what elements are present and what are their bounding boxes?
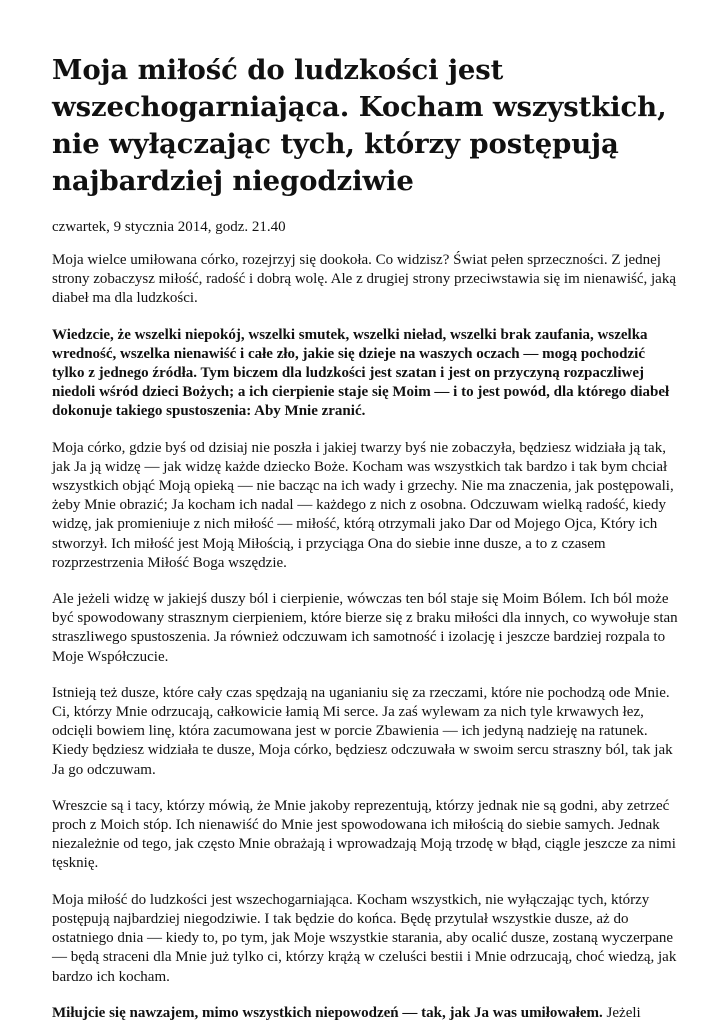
paragraph-last-rest: Jeżeli (602, 1004, 641, 1021)
paragraph-bold: Wiedzcie, że wszelki niepokój, wszelki smutek, wszelki nieład, wszelki brak zaufania, wszelka wredność, wszelka nienawiść i całe zło, jakie się dzieje na waszych oczach — mogą pochodzić tylko z jednego źródła. Tym biczem dla ludzkości jest szatan i jest on przyczyną rozpaczliwej niedoli wśród dzieci Bożych; a ich cierpienie staje się Moim — i to jest powód, dla którego diabeł dokonuje takiego spustoszenia: Aby Mnie zranić. (52, 326, 670, 420)
paragraph-last (52, 1004, 678, 1023)
paragraph-last-bold: Miłujcie się nawzajem, mimo wszystkich niepowodzeń — tak, jak Ja was umiłowałem. (52, 1004, 603, 1021)
document-page (52, 52, 678, 1023)
paragraph: Moja miłość do ludzkości jest wszechogarniająca. Kocham wszystkich, nie wyłączając tych, którzy postępują najbardziej niegodziwie. I tak będzie do końca. Będę przytulał wszystkie dusze, aż do ostatniego dnia — kiedy to, po tym, jak Moje wszystkie starania, aby ocalić dusze, zostaną wyczerpane — będą straceni dla Mnie już tylko ci, którzy krążą w czeluści bestii i Mnie odrzucają, choć wiedzą, jak bardzo ich kocham. (52, 891, 677, 985)
paragraph: Ale jeżeli widzę w jakiejś duszy ból i cierpienie, wówczas ten ból staje się Moim Bólem. Ich ból może być spowodowany strasznym cierpieniem, które bierze się z braku miłości dla innych, co wywołuje stan straszliwego spustoszenia. Ja również odczuwam ich samotność i izolację i jeszcze bardziej rozpala to Moje Współczucie. (52, 591, 678, 665)
paragraph: Istnieją też dusze, które cały czas spędzają na uganianiu się za rzeczami, które nie pochodzą ode Mnie. Ci, którzy Mnie odrzucają, całkowicie łamią Mi serce. Ja zaś wylewam za nich tyle krwawych łez, odcięli bowiem linę, która zacumowana jest w porcie Zbawienia — ich jedyną nadzieję na ratunek. Kiedy będziesz widziała te dusze, Moja córko, będziesz odczuwała w swoim sercu straszny ból, tak jak Ja go odczuwam. (52, 684, 673, 778)
paragraph: Moja córko, gdzie byś od dzisiaj nie poszła i jakiej twarzy byś nie zobaczyła, będziesz widziała ją tak, jak Ja ją widzę — jak widzę każde dziecko Boże. Kocham was wszystkich tak bardzo i tak bym chciał wszystkich objąć Moją opieką — nie bacząc na ich wady i grzechy. Nie ma znaczenia, jak postępowali, żeby Mnie obrazić; Ja kocham ich nadal — każdego z nich z osobna. Odczuwam wielką radość, kiedy widzę, jak promieniuje z nich miłość — miłość, którą otrzymali jako Dar od Mojego Ojca, Który ich stworzył. Ich miłość jest Moją Miłością, i przyciąga Ona do siebie inne dusze, a to z czasem rozprzestrzenia Miłość Boga wszędzie. (52, 439, 674, 571)
paragraph: Wreszcie są i tacy, którzy mówią, że Mnie jakoby reprezentują, którzy jednak nie są godni, aby zetrzeć proch z Moich stóp. Ich nienawiść do Mnie jest spowodowana ich miłością do siebie samych. Jednak niezależnie od tego, jak często Mnie obrażają i wprowadzają Moją trzodę w błąd, ciągle jeszcze za nimi tęsknię. (52, 797, 676, 872)
article-title: Moja miłość do ludzkości jest wszechogarniająca. Kocham wszystkich, nie wyłączając tych, którzy postępują najbardziej niegodziwie (52, 54, 667, 197)
paragraph: Moja wielce umiłowana córko, rozejrzyj się dookoła. Co widzisz? Świat pełen sprzeczności. Z jednej strony zobaczysz miłość, radość i dobrą wolę. Ale z drugiej strony przeciwstawia się im nienawiść, jaką diabeł ma dla ludzkości. (52, 252, 676, 307)
article-date: czwartek, 9 stycznia 2014, godz. 21.40 (52, 219, 286, 235)
